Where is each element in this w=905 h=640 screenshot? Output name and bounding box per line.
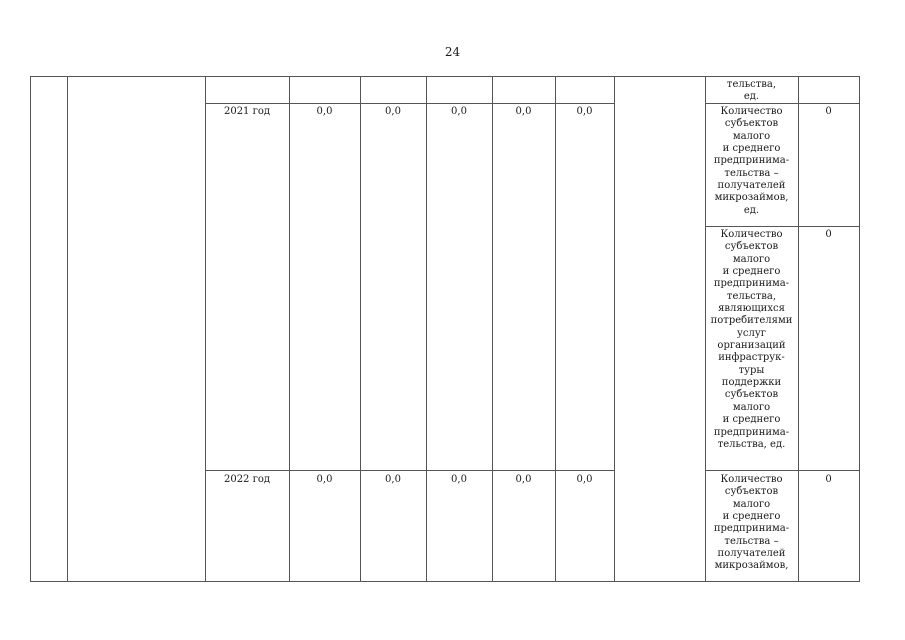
column-line (30, 76, 31, 582)
column-line (798, 76, 799, 582)
row-line (205, 103, 614, 104)
table-top-border (30, 76, 859, 77)
indicator-text: Количество субъектов малого и среднего предпринима- тельства – получателей микрозаймов, (713, 474, 790, 572)
column-line (859, 76, 860, 582)
value-cell: 0,0 (451, 106, 467, 117)
column-line (67, 76, 68, 582)
indicator-value: 0 (825, 229, 832, 240)
value-cell: 0,0 (316, 106, 333, 117)
page-number: 24 (444, 45, 461, 59)
value-cell: 0,0 (515, 106, 532, 117)
year-cell: 2022 год (223, 474, 271, 485)
value-cell: 0,0 (515, 474, 532, 485)
indicator-value: 0 (825, 106, 832, 117)
value-cell: 0,0 (451, 474, 467, 485)
row-line (705, 226, 859, 227)
indicator-text: Количество субъектов малого и среднего предпринима- тельства, являющихся потребителями услуг организаций инфраструк- туры поддержки субъектов малого и среднего предпринима- тельства, ед. (710, 229, 793, 450)
column-line (426, 76, 427, 582)
year-cell: 2021 год (223, 106, 271, 117)
value-cell: 0,0 (576, 474, 593, 485)
column-line (614, 76, 615, 582)
value-cell: 0,0 (385, 106, 401, 117)
table-bottom-border (30, 581, 859, 582)
indicator-value: 0 (825, 474, 832, 485)
value-cell: 0,0 (385, 474, 401, 485)
column-line (492, 76, 493, 582)
indicator-text: тельства, ед. (726, 79, 777, 103)
column-line (205, 76, 206, 582)
row-line (205, 470, 614, 471)
indicator-text: Количество субъектов малого и среднего предпринима- тельства – получателей микрозаймов, ед. (713, 106, 790, 216)
column-line (360, 76, 361, 582)
value-cell: 0,0 (316, 474, 333, 485)
column-line (289, 76, 290, 582)
column-line (555, 76, 556, 582)
row-line (705, 470, 859, 471)
value-cell: 0,0 (576, 106, 593, 117)
